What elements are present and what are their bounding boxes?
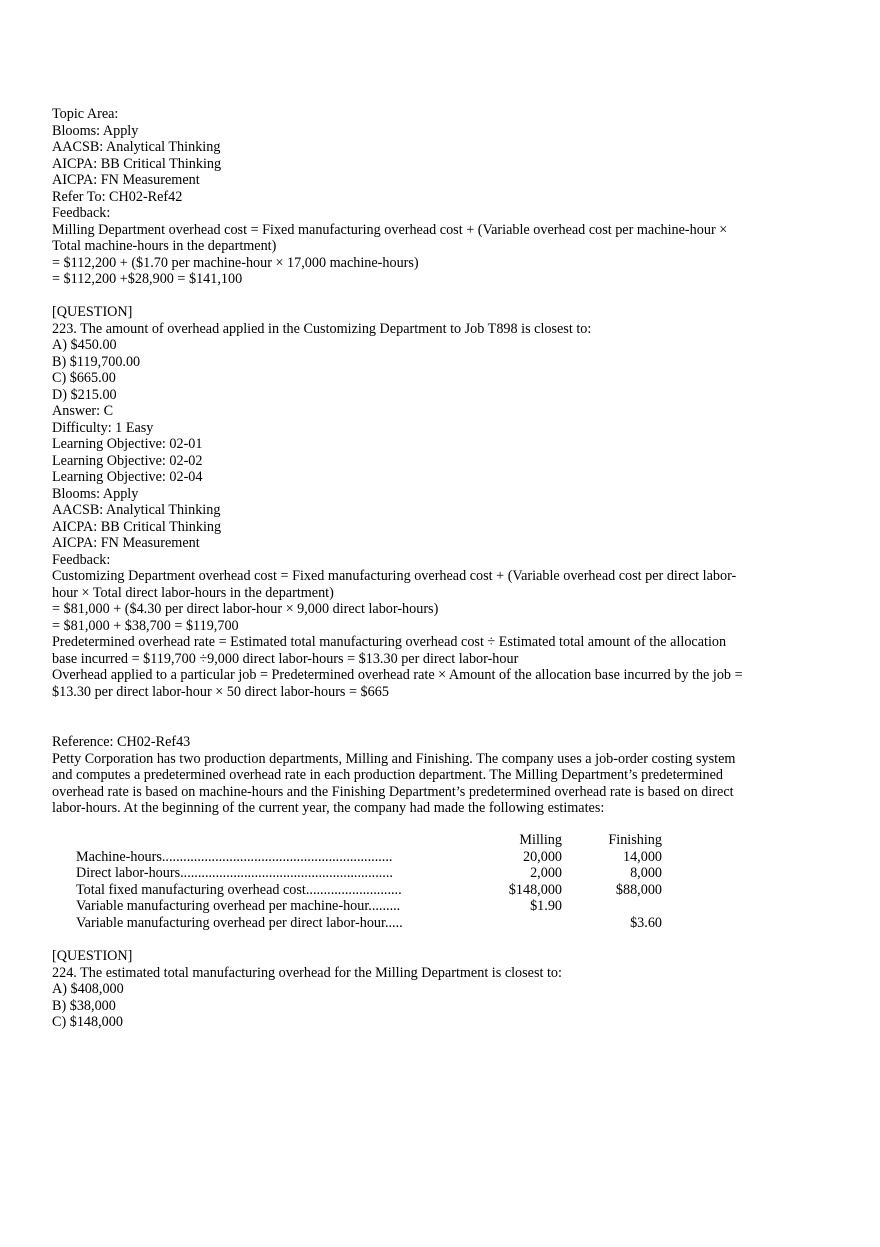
meta-line: Difficulty: 1 Easy bbox=[52, 419, 154, 436]
meta-line: Learning Objective: 02-04 bbox=[52, 469, 203, 485]
meta-line: Blooms: Apply bbox=[52, 485, 139, 502]
milling-value: $148,000 bbox=[508, 881, 562, 898]
row-label: Machine-hours................................................................. bbox=[76, 848, 393, 865]
col-header-finishing: Finishing bbox=[608, 832, 662, 848]
meta-line: AICPA: FN Measurement bbox=[52, 172, 200, 188]
q222-tail bbox=[52, 106, 762, 288]
finishing-value: 14,000 bbox=[622, 848, 662, 865]
meta-line: Feedback: bbox=[52, 551, 111, 568]
feedback-paragraph: Predetermined overhead rate = Estimated total manufacturing overhead cost ÷ Estimated total amount of the allocation base incurred = $119,700 ÷9,000 direct labor-hours = $13.30 per direct labor-hour bbox=[52, 634, 727, 667]
estimates-table bbox=[76, 832, 662, 931]
answer-option: C) $148,000 bbox=[52, 1014, 123, 1030]
row-label: Direct labor-hours............................................................ bbox=[76, 865, 393, 881]
question-tag: [QUESTION] bbox=[52, 948, 133, 964]
answer-option: B) $38,000 bbox=[52, 997, 116, 1014]
finishing-value: 8,000 bbox=[630, 865, 662, 881]
meta-line: AICPA: FN Measurement bbox=[52, 535, 200, 551]
answer-option: A) $408,000 bbox=[52, 981, 124, 997]
question-tag: [QUESTION] bbox=[52, 304, 133, 320]
answer-option: C) $665.00 bbox=[52, 370, 116, 386]
row-label: Total fixed manufacturing overhead cost........................... bbox=[76, 881, 402, 898]
meta-line: Learning Objective: 02-02 bbox=[52, 452, 203, 469]
meta-line: Answer: C bbox=[52, 403, 114, 419]
meta-line: Learning Objective: 02-01 bbox=[52, 436, 203, 452]
answer-option: B) $119,700.00 bbox=[52, 353, 141, 370]
feedback-paragraph: Milling Department overhead cost = Fixed manufacturing overhead cost + (Variable overhead cost per machine-hour × Total machine-hours in the department) bbox=[52, 221, 728, 254]
meta-line: Blooms: Apply bbox=[52, 122, 139, 139]
meta-line: Topic Area: bbox=[52, 106, 119, 122]
table-row bbox=[76, 898, 662, 915]
row-label: Variable manufacturing overhead per machine-hour......... bbox=[76, 898, 401, 914]
calc-line: = $112,200 +$28,900 = $141,100 bbox=[52, 271, 243, 287]
col-header-milling: Milling bbox=[519, 832, 562, 848]
meta-line: Feedback: bbox=[52, 205, 111, 221]
finishing-value: $3.60 bbox=[630, 914, 662, 931]
meta-line: AACSB: Analytical Thinking bbox=[52, 139, 221, 155]
finishing-value: $88,000 bbox=[615, 881, 662, 898]
table-row bbox=[76, 915, 662, 932]
row-label: Variable manufacturing overhead per direct labor-hour..... bbox=[76, 914, 403, 931]
feedback-paragraph: Overhead applied to a particular job = Predetermined overhead rate × Amount of the allocation base incurred by the job = $13.30 per direct labor-hour × 50 direct labor-hours = $665 bbox=[52, 667, 743, 700]
calc-line: = $81,000 + ($4.30 per direct labor-hour × 9,000 direct labor-hours) bbox=[52, 601, 439, 617]
table-row bbox=[76, 849, 662, 866]
table-row bbox=[76, 882, 662, 899]
question-223 bbox=[52, 304, 762, 700]
table-row bbox=[76, 865, 662, 882]
milling-value: 20,000 bbox=[522, 848, 562, 865]
reference-paragraph: Petty Corporation has two production departments, Milling and Finishing. The company uses a job-order costing system and computes a predetermined overhead rate in each production department. The Milling Department’s predetermined overhead rate is based on machine-hours and the Finishing Department’s predetermined overhead rate is based on direct labor-hours. At the beginning of the current year, the company had made the following estimates: bbox=[52, 750, 736, 816]
answer-option: A) $450.00 bbox=[52, 337, 117, 353]
reference-ch02-ref43 bbox=[52, 734, 762, 817]
milling-value bbox=[432, 915, 562, 932]
finishing-value bbox=[562, 898, 662, 915]
meta-line: AICPA: BB Critical Thinking bbox=[52, 518, 222, 535]
answer-option: D) $215.00 bbox=[52, 386, 117, 403]
meta-line: AACSB: Analytical Thinking bbox=[52, 502, 221, 518]
calc-line: = $81,000 + $38,700 = $119,700 bbox=[52, 617, 239, 634]
calc-line: = $112,200 + ($1.70 per machine-hour × 17,000 machine-hours) bbox=[52, 254, 419, 271]
reference-title: Reference: CH02-Ref43 bbox=[52, 734, 191, 750]
milling-value: 2,000 bbox=[530, 865, 562, 881]
question-stem: 223. The amount of overhead applied in the Customizing Department to Job T898 is closest to: bbox=[52, 320, 592, 337]
feedback-paragraph: Customizing Department overhead cost = Fixed manufacturing overhead cost + (Variable overhead cost per direct labor-hour × Total direct labor-hours in the department) bbox=[52, 568, 737, 601]
meta-line: Refer To: CH02-Ref42 bbox=[52, 188, 183, 205]
milling-value: $1.90 bbox=[530, 898, 562, 914]
meta-line: AICPA: BB Critical Thinking bbox=[52, 155, 222, 172]
question-stem: 224. The estimated total manufacturing overhead for the Milling Department is closest to: bbox=[52, 964, 562, 981]
question-224 bbox=[52, 948, 762, 1031]
table-header-row bbox=[76, 832, 662, 849]
